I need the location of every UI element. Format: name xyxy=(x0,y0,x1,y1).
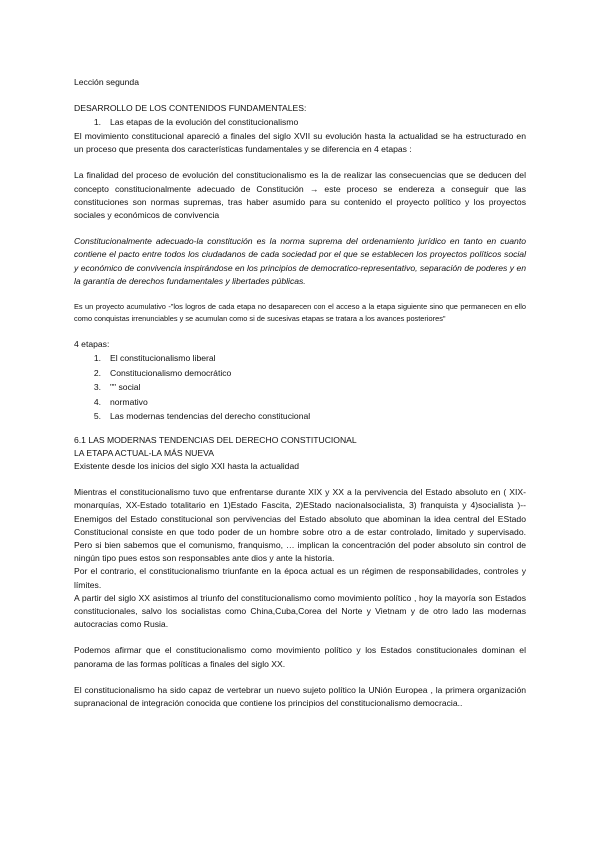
sub-heading-etapa-actual: LA ETAPA ACTUAL-LA MÁS NUEVA xyxy=(74,447,214,458)
subitem-number: 1. xyxy=(93,117,101,128)
list-item-text: El constitucionalismo liberal xyxy=(110,353,216,364)
document-body xyxy=(74,76,526,710)
paragraph-acumulativo: Es un proyecto acumulativo -"los logros de cada etapa no desaparecen con el acceso a la etapa siguiente sino que permanecen en ello como conquistas irrenunciables y se acumulan como si de sucesivas etapas se tratara a los avances posteriores" xyxy=(74,301,526,323)
paragraph-vertebrar: El constitucionalismo ha sido capaz de vertebrar un nuevo sujeto político la UNión Europea , la primera organización supranacional de integración conocida que contiene los principios del constitucionalismo democracia.. xyxy=(74,684,526,709)
subitem-text: Las etapas de la evolución del constitucionalismo xyxy=(110,117,299,128)
list-item xyxy=(74,409,526,424)
list-item-number: 4. xyxy=(93,396,101,407)
lesson-title: Lección segunda xyxy=(74,77,139,87)
paragraph-finalidad: La finalidad del proceso de evolución del constitucionalismo es la de realizar las consecuencias que se deducen del concepto constitucionalmente adecuado de Constitución → este proceso se endereza a conseguir que las constituciones son normas supremas, tras haber asumido para su contenido el proyecto político y los proyectos sociales y económicos de convivencia xyxy=(74,170,526,220)
paragraph-definicion: Constitucionalmente adecuado-la constitución es la norma suprema del ordenamiento jurídico en tanto en cuanto contiene el pacto entre todos los ciudadanos de cada sociedad por el que se establecen los proyectos políticos social y económico de convivencia inspirándose en los principios de democratico-representativo, separación de poderes y en la garantía de derechos fundamentales y libertades públicas. xyxy=(74,236,526,286)
list-item-number: 5. xyxy=(93,411,101,422)
subitem-list xyxy=(74,115,526,130)
list-item xyxy=(74,380,526,395)
list-item-number: 1. xyxy=(93,353,101,364)
list-item xyxy=(74,395,526,410)
etapas-list xyxy=(74,351,526,424)
subitem xyxy=(74,115,526,130)
sub-heading-tendencias: 6.1 LAS MODERNAS TENDENCIAS DEL DERECHO CONSTITUCIONAL xyxy=(74,434,357,445)
list-item-text: Las modernas tendencias del derecho constitucional xyxy=(110,411,311,422)
sub-heading-existente: Existente desde los inicios del siglo XXI hasta la actualidad xyxy=(74,461,300,472)
list-item-text: Constitucionalismo democrático xyxy=(110,367,232,378)
list-item-number: 3. xyxy=(93,382,101,393)
list-item-text: "" social xyxy=(110,382,141,393)
etapas-label: 4 etapas: xyxy=(74,338,110,349)
list-item xyxy=(74,366,526,381)
section-heading: DESARROLLO DE LOS CONTENIDOS FUNDAMENTALES: xyxy=(74,103,307,114)
list-item-number: 2. xyxy=(93,367,101,378)
list-item xyxy=(74,351,526,366)
paragraph-contrario: Por el contrario, el constitucionalismo triunfante en la época actual es un régimen de responsabilidades, controles y límites. xyxy=(74,566,526,590)
list-item-text: normativo xyxy=(110,396,148,407)
paragraph-partir: A partir del siglo XX asistimos al triunfo del constitucionalismo como movimiento político , hoy la mayoría son Estados constitucionales, salvo los socialistas como China,Cuba,Corea del Norte y Vietnam y de otro lado las modernas autocracias como Rusia. xyxy=(74,592,526,630)
paragraph-mientras: Mientras el constitucionalismo tuvo que enfrentarse durante XIX y XX a la pervivencia del Estado absoluto en ( XIX-monarquías, XX-Estado totalitario en 1)Estado Fascita, 2)EStado nacionalsocialista, 3) franquista y 4)socialista )-- Enemigos del Estado constitucional son pervivencias del Estado absoluto que abominan la idea central del EStado Constitucional consiste en que todo poder de un hombre sobre otro a de estar controlado, limitado y supervisado. Pero si bien sabemos que el comunismo, franquismo, … implican la concentración del poder absoluto sin control de ningún tipo pues estos son responsables ante dios y ante la historia. xyxy=(74,487,526,564)
paragraph-podemos: Podemos afirmar que el constitucionalismo como movimiento político y los Estados constitucionales dominan el panorama de las formas políticas a finales del siglo XX. xyxy=(74,645,526,669)
paragraph-intro: El movimiento constitucional apareció a finales del siglo XVII su evolución hasta la actualidad se ha estructurado en un proceso que presenta dos características fundamentales y se diferencia en 4 etapas : xyxy=(74,130,526,155)
